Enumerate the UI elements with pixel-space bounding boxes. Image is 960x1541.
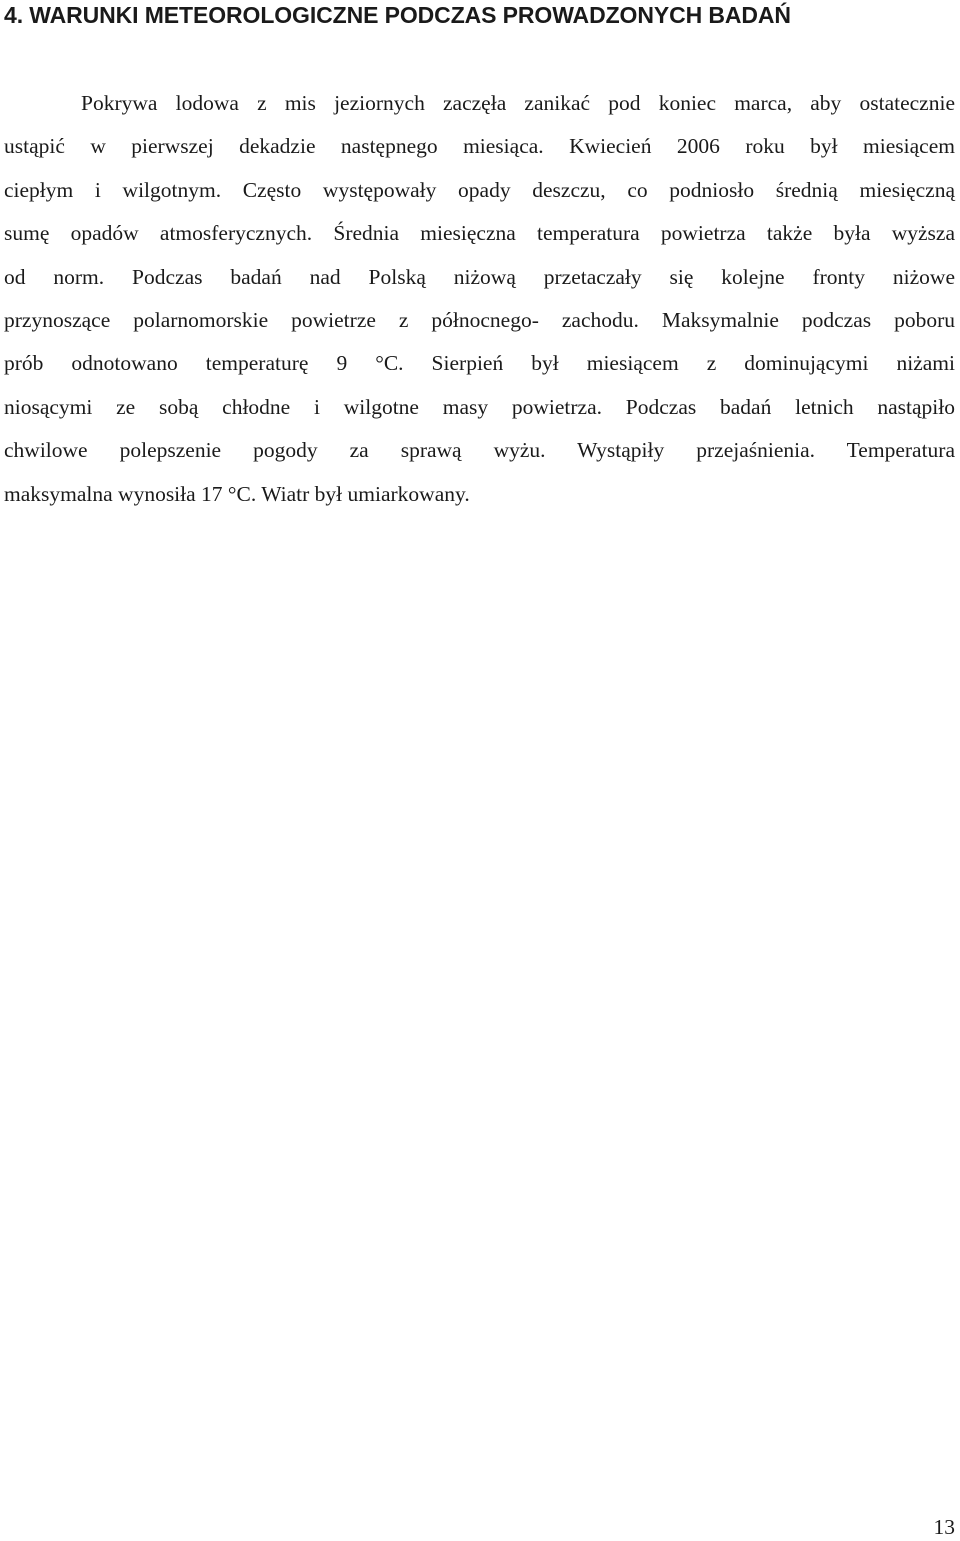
paragraph-line: przynoszące polarnomorskie powietrze z północnego- zachodu. Maksymalnie podczas poboru bbox=[4, 307, 955, 332]
paragraph-line: ciepłym i wilgotnym. Często występowały opady deszczu, co podniosło średnią miesięczną bbox=[4, 177, 955, 202]
paragraph-line: maksymalna wynosiła 17 °C. Wiatr był umiarkowany. bbox=[4, 481, 470, 506]
paragraph-line: Pokrywa lodowa z mis jeziornych zaczęła zanikać pod koniec marca, aby ostatecznie bbox=[81, 91, 955, 115]
paragraph-line: ustąpić w pierwszej dekadzie następnego miesiąca. Kwiecień 2006 roku był miesiącem bbox=[4, 134, 955, 159]
paragraph-line: niosącymi ze sobą chłodne i wilgotne masy powietrza. Podczas badań letnich nastąpiło bbox=[4, 394, 955, 419]
page-number: 13 bbox=[933, 1515, 955, 1539]
paragraph-line: prób odnotowano temperaturę 9 °C. Sierpień był miesiącem z dominującymi niżami bbox=[4, 351, 955, 376]
section-heading: 4. WARUNKI METEOROLOGICZNE PODCZAS PROWADZONYCH BADAŃ bbox=[4, 2, 791, 28]
paragraph-line: chwilowe polepszenie pogody za sprawą wyżu. Wystąpiły przejaśnienia. Temperatura bbox=[4, 438, 955, 463]
body-paragraph bbox=[4, 82, 955, 516]
paragraph-line: sumę opadów atmosferycznych. Średnia miesięczna temperatura powietrza także była wyższa bbox=[4, 221, 955, 246]
paragraph-line: od norm. Podczas badań nad Polską niżową przetaczały się kolejne fronty niżowe bbox=[4, 264, 955, 289]
